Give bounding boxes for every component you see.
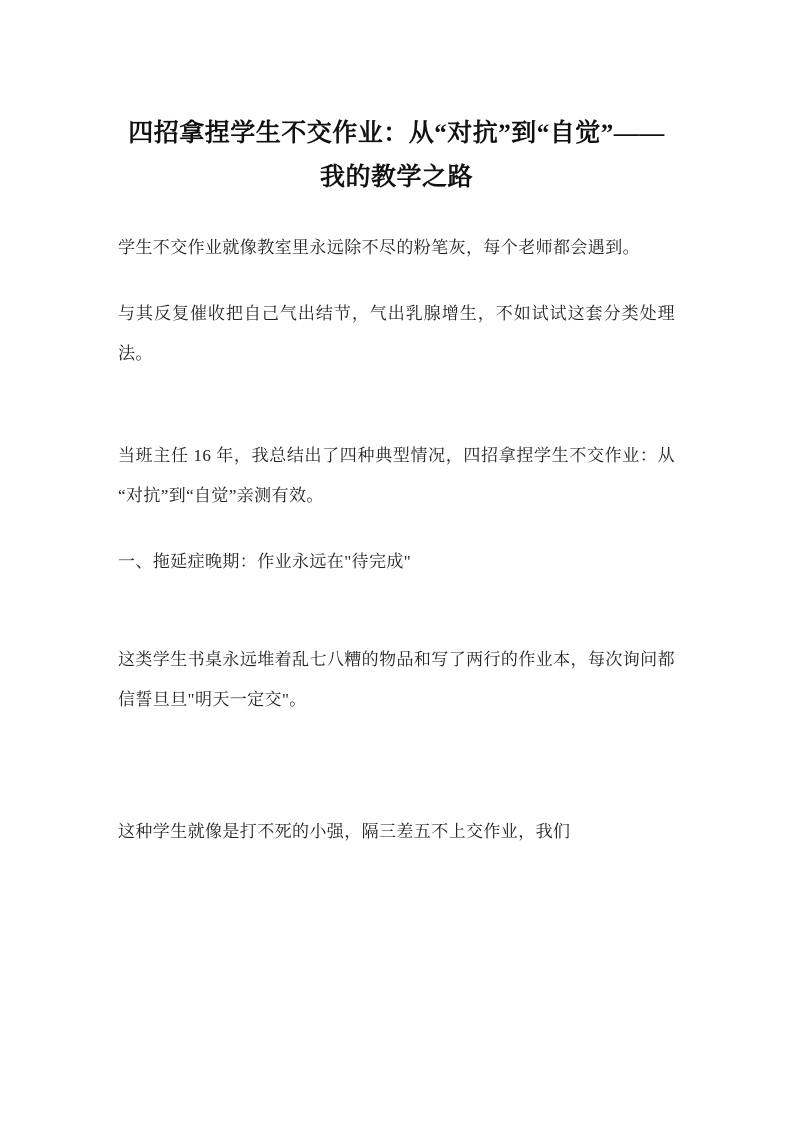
section-heading-1: 一、拖延症晚期：作业永远在"待完成" xyxy=(118,552,412,571)
page-title: 四招拿捏学生不交作业：从“对抗”到“自觉”——我的教学之路 xyxy=(128,120,665,191)
paragraph-5: 这类学生书桌永远堆着乱七八糟的物品和写了两行的作业本，每次询问都信誓旦旦"明天一定交"。 xyxy=(118,650,675,709)
paragraph-6: 这种学生就像是打不死的小强，隔三差五不上交作业，我们 xyxy=(118,822,571,841)
paragraph-3: 当班主任 16 年，我总结出了四种典型情况，四招拿捏学生不交作业：从“对抗”到“自觉”亲测有效。 xyxy=(118,446,675,505)
paragraph-2: 与其反复催收把自己气出结节，气出乳腺增生，不如试试这套分类处理法。 xyxy=(118,304,675,363)
paragraph-1: 学生不交作业就像教室里永远除不尽的粉笔灰，每个老师都会遇到。 xyxy=(118,238,640,257)
